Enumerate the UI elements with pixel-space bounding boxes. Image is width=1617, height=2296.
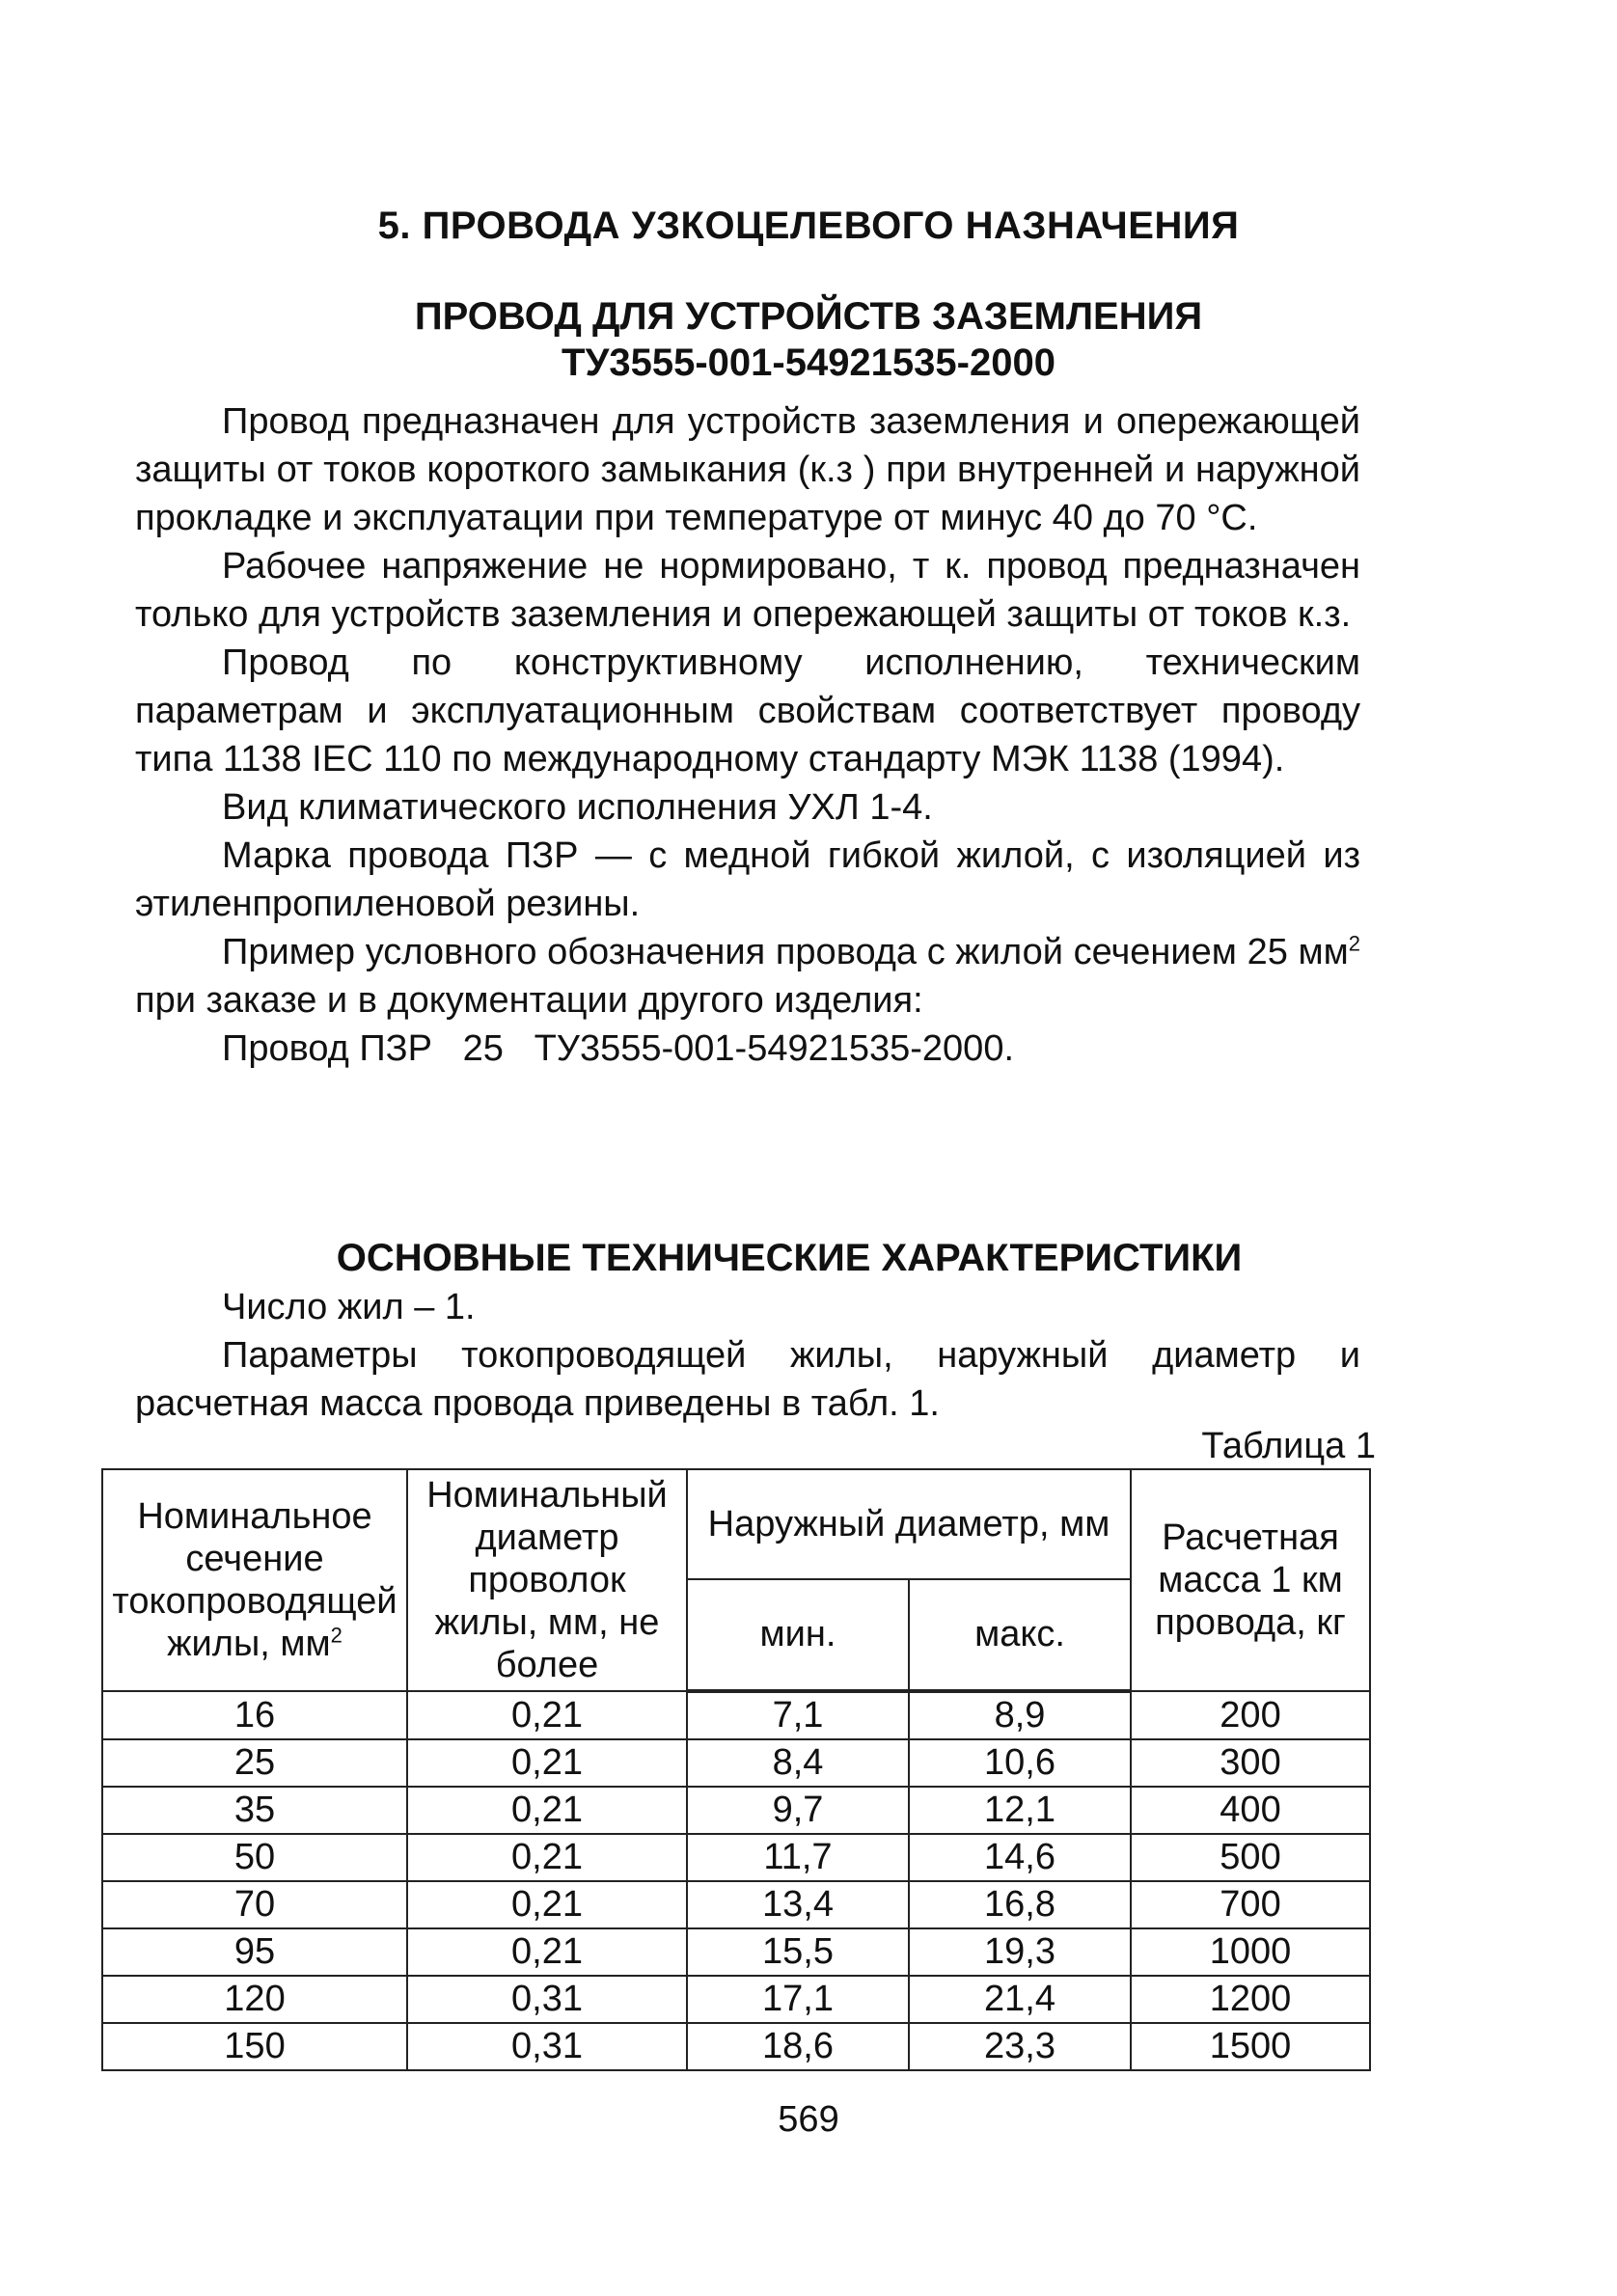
- page-number: 569: [778, 2099, 839, 2140]
- table-cell: 50: [102, 1834, 407, 1881]
- paragraph: Провод предназначен для устройств заземления и опережающей защиты от токов короткого замыкания (к.з ) при внутренней и наружной прокладке и эксплуатации при температуре от минус 40 до 70 °С.: [135, 401, 1360, 538]
- paragraph: Рабочее напряжение не нормировано, т к. провод предназначен только для устройств заземления и опережающей защиты от токов к.з.: [135, 546, 1360, 635]
- table-cell: 23,3: [909, 2023, 1131, 2070]
- table-row: [102, 1739, 1370, 1787]
- table-cell: 95: [102, 1928, 407, 1976]
- parameters-table: [101, 1468, 1371, 2071]
- table-cell: 120: [102, 1976, 407, 2023]
- table-cell: 25: [102, 1739, 407, 1787]
- table-cell: 1000: [1131, 1928, 1370, 1976]
- table-body: [102, 1691, 1370, 2070]
- table-cell: 700: [1131, 1881, 1370, 1928]
- table-cell: 7,1: [687, 1691, 909, 1739]
- paragraph: Провод по конструктивному исполнению, техническим параметрам и эксплуатационным свойствам соответствует проводу типа 1138 IEC 110 по международному стандарту МЭК 1138 (1994).: [135, 642, 1360, 779]
- table-cell: 1500: [1131, 2023, 1370, 2070]
- header-outer-diameter: Наружный диаметр, мм: [687, 1469, 1131, 1579]
- table-cell: 400: [1131, 1787, 1370, 1834]
- table-row: [102, 1787, 1370, 1834]
- table-cell: 0,21: [407, 1834, 687, 1881]
- table-cell: 18,6: [687, 2023, 909, 2070]
- table-cell: 15,5: [687, 1928, 909, 1976]
- header-cross-section: Номинальное сечение токопроводящей жилы, $мм^2$: [102, 1469, 407, 1691]
- specs-title: ОСНОВНЫЕ ТЕХНИЧЕСКИЕ ХАРАКТЕРИСТИКИ: [336, 1237, 1243, 1279]
- table-cell: 16,8: [909, 1881, 1131, 1928]
- table-row: [102, 2023, 1370, 2070]
- table-row: [102, 1834, 1370, 1881]
- section-title: 5. ПРОВОДА УЗКОЦЕЛЕВОГО НАЗНАЧЕНИЯ: [377, 205, 1240, 247]
- product-title: ПРОВОД ДЛЯ УСТРОЙСТВ ЗАЗЕМЛЕНИЯ: [414, 295, 1203, 338]
- params-paragraph: Параметры токопроводящей жилы, наружный диаметр и расчетная масса провода приведены в табл. 1.: [135, 1335, 1360, 1424]
- table-row: [102, 1976, 1370, 2023]
- table-cell: 35: [102, 1787, 407, 1834]
- table-cell: 0,21: [407, 1928, 687, 1976]
- example-paragraph: [135, 928, 1360, 1025]
- table-cell: 150: [102, 2023, 407, 2070]
- header-mass: Расчетная масса 1 км провода, кг: [1131, 1469, 1370, 1691]
- example-text-cont: при заказе и в документации другого изделия:: [135, 980, 923, 1021]
- paragraph: Вид климатического исполнения УХЛ 1-4.: [222, 787, 933, 828]
- table-cell: 0,21: [407, 1739, 687, 1787]
- header-max: макс.: [909, 1579, 1131, 1691]
- example-text: Пример условного обозначения провода с жилой сечением 25 мм: [222, 932, 1349, 972]
- table-cell: 0,21: [407, 1881, 687, 1928]
- header-min: мин.: [687, 1579, 909, 1691]
- table-cell: 19,3: [909, 1928, 1131, 1976]
- table-cell: 17,1: [687, 1976, 909, 2023]
- table-cell: 0,31: [407, 2023, 687, 2070]
- example-sup: 2: [1348, 931, 1360, 956]
- table-cell: 70: [102, 1881, 407, 1928]
- paragraph: Марка провода ПЗР — с медной гибкой жилой, с изоляцией из этиленпропиленовой резины.: [135, 835, 1360, 924]
- table-row: [102, 1881, 1370, 1928]
- description-block: [135, 397, 1360, 1073]
- table-row: [102, 1691, 1370, 1739]
- table-cell: 200: [1131, 1691, 1370, 1739]
- header-wire-diameter: Номинальный диаметр проволок жилы, мм, не более: [407, 1469, 687, 1691]
- table-cell: 0,21: [407, 1691, 687, 1739]
- product-spec: ТУ3555-001-54921535-2000: [562, 342, 1055, 384]
- table-cell: 21,4: [909, 1976, 1131, 2023]
- table-cell: 8,4: [687, 1739, 909, 1787]
- table-cell: 11,7: [687, 1834, 909, 1881]
- table-cell: 10,6: [909, 1739, 1131, 1787]
- table-cell: 16: [102, 1691, 407, 1739]
- table-cell: 0,21: [407, 1787, 687, 1834]
- cores-line: Число жил – 1.: [222, 1287, 476, 1327]
- table-caption: Таблица 1: [1201, 1426, 1376, 1466]
- table-cell: 300: [1131, 1739, 1370, 1787]
- specs-block: [135, 1283, 1360, 1428]
- example-designation: Провод ПЗР 25 ТУ3555-001-54921535-2000.: [222, 1028, 1015, 1069]
- table-cell: 14,6: [909, 1834, 1131, 1881]
- table-cell: 0,31: [407, 1976, 687, 2023]
- table-cell: 12,1: [909, 1787, 1131, 1834]
- table-cell: 13,4: [687, 1881, 909, 1928]
- table-cell: 9,7: [687, 1787, 909, 1834]
- table-cell: 1200: [1131, 1976, 1370, 2023]
- table-cell: 8,9: [909, 1691, 1131, 1739]
- table-row: [102, 1928, 1370, 1976]
- table-cell: 500: [1131, 1834, 1370, 1881]
